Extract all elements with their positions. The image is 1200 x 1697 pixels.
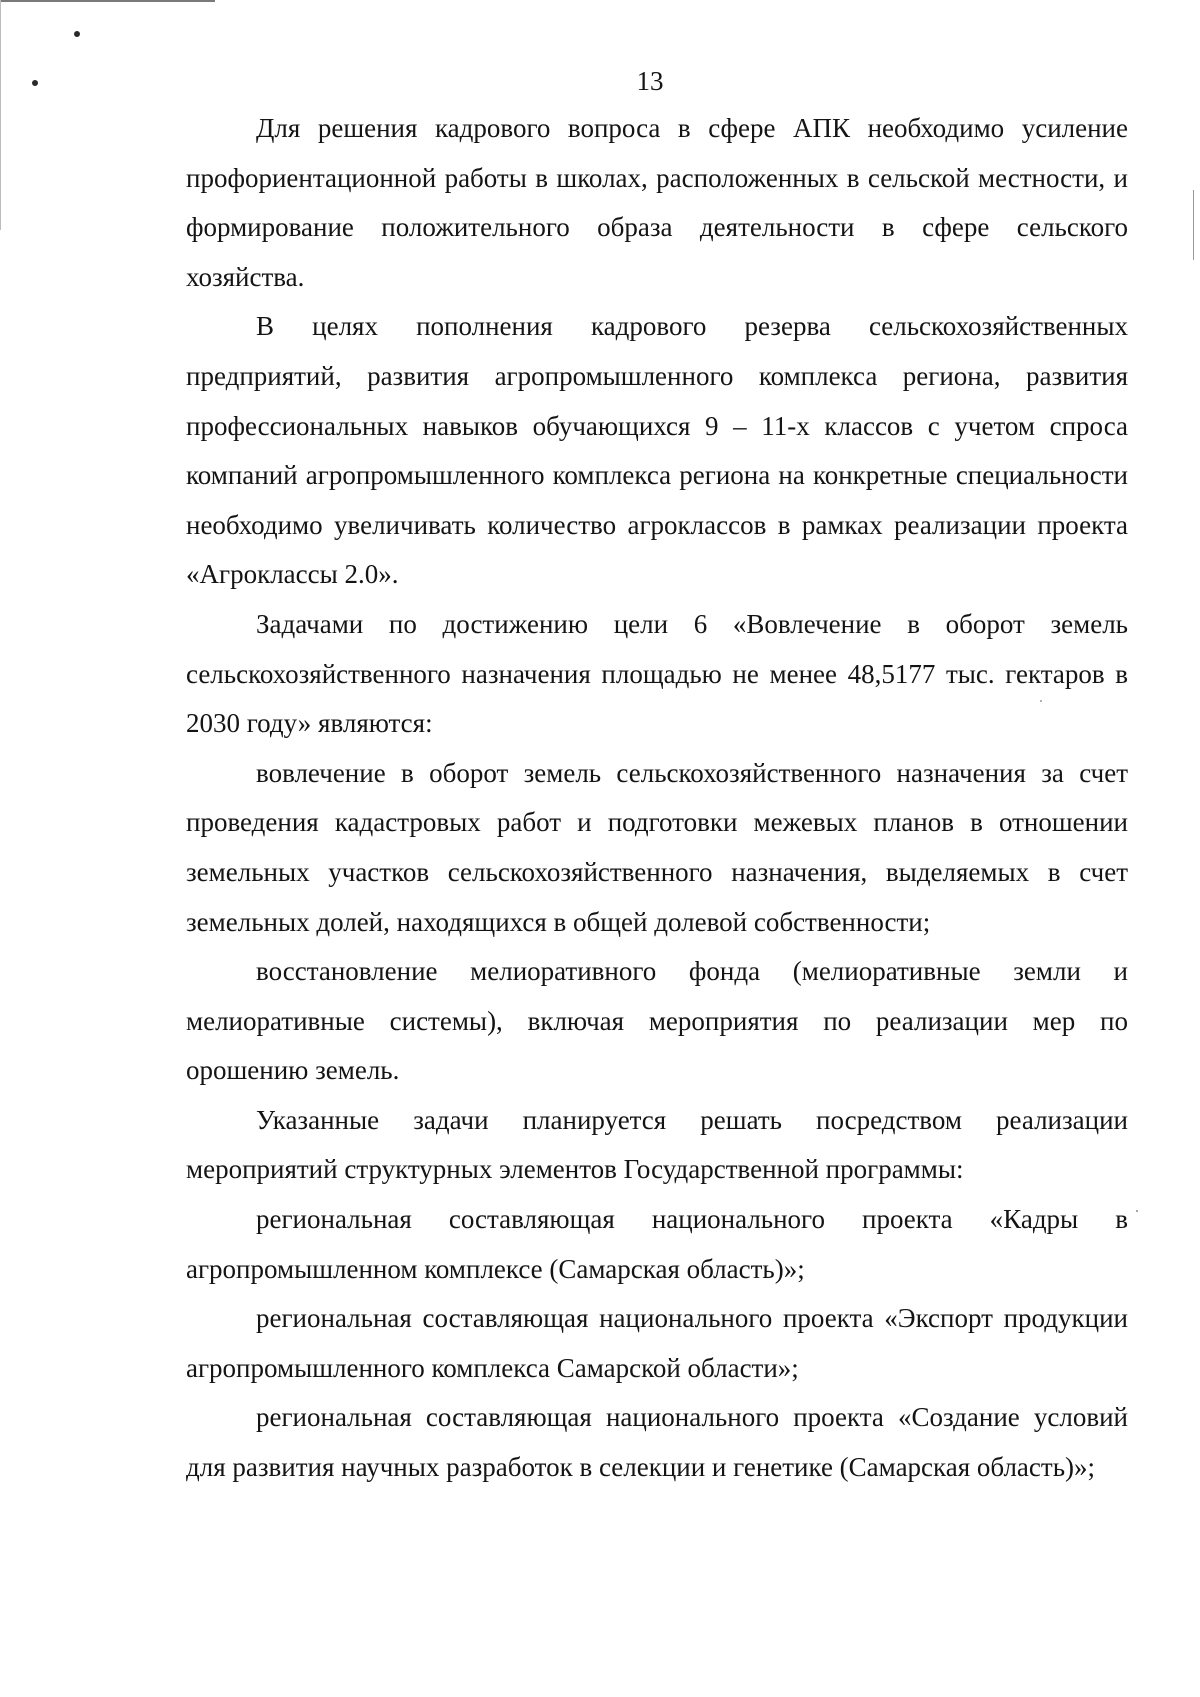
paragraph-task-reclamation: восстановление мелиоративного фонда (мелиоративные земли и мелиоративные системы), включая мероприятия по реализации мер по орошению земель. xyxy=(186,956,1128,1086)
scan-edge-right xyxy=(1193,190,1194,260)
document-body xyxy=(186,104,1128,1493)
page-number: 13 xyxy=(636,66,664,96)
scan-edge-top xyxy=(0,0,215,2)
paragraph-staffing: Для решения кадрового вопроса в сфере АПК необходимо усиление профориентационной работы в школах, расположенных в сельской местности, и формирование положительного образа деятельности в сфере сельского хозяйства. xyxy=(186,113,1128,292)
paragraph-project-personnel: региональная составляющая национального проекта «Кадры в агропромышленном комплексе (Самарская область)»; xyxy=(186,1204,1128,1284)
paragraph-task-land-involvement: вовлечение в оборот земель сельскохозяйственного назначения за счет проведения кадастровых работ и подготовки межевых планов в отношении земельных участков сельскохозяйственного назначения, выделяемых в счет земельных долей, находящихся в общей долевой собственности; xyxy=(186,757,1128,937)
paragraph-goal-6: Задачами по достижению цели 6 «Вовлечение в оборот земель сельскохозяйственного назначения площадью не менее 48,5177 тыс. гектаров в 2030 году» являются: xyxy=(186,608,1128,739)
scan-speck xyxy=(1136,1210,1138,1212)
scan-edge-left xyxy=(0,0,1,230)
paragraph-project-export: региональная составляющая национального проекта «Экспорт продукции агропромышленного комплекса Самарской области»; xyxy=(186,1303,1128,1383)
paragraph-project-selection: региональная составляющая национального проекта «Создание условий для развития научных разработок в селекции и генетике (Самарская область)»; xyxy=(186,1402,1128,1483)
scan-speck xyxy=(74,31,80,37)
paragraph-implementation: Указанные задачи планируется решать посредством реализации мероприятий структурных элементов Государственной программы: xyxy=(186,1104,1128,1185)
paragraph-agroclasses: В целях пополнения кадрового резерва сельскохозяйственных предприятий, развития агропромышленного комплекса региона, развития профессиональных навыков обучающихся 9 – 11-х классов с учетом спроса компаний агропромышленного комплекса региона на конкретные специальности необходимо увеличивать количество агроклассов в рамках реализации проекта «Агроклассы 2.0». xyxy=(186,311,1128,590)
